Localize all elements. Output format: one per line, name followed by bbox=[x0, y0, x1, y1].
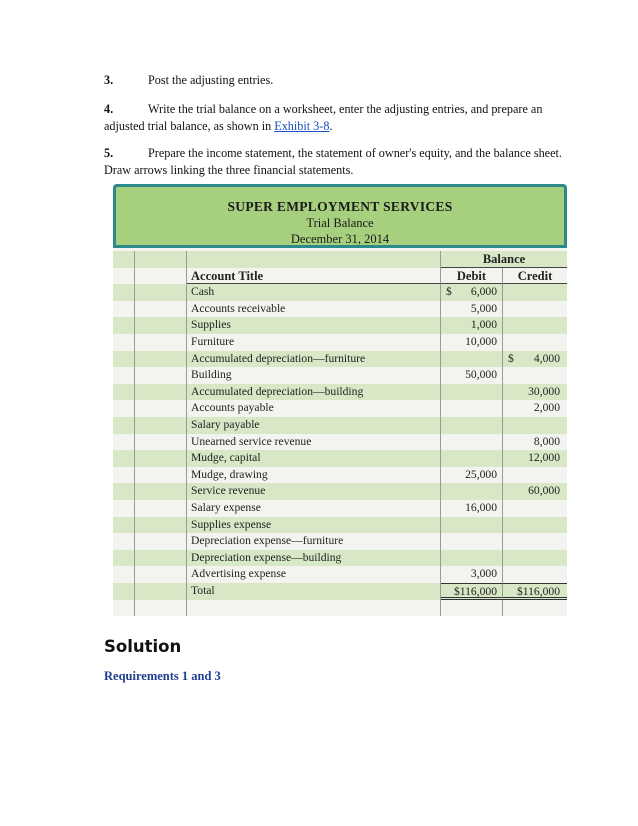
debit-amount: 10,000 bbox=[465, 335, 497, 348]
step-number: 4. bbox=[104, 102, 114, 116]
debit-header: Debit bbox=[456, 268, 487, 283]
blank-row bbox=[113, 600, 567, 617]
debit-amount: 1,000 bbox=[470, 318, 497, 332]
solution-heading: Solution bbox=[104, 637, 182, 656]
account-title: Salary payable bbox=[191, 418, 260, 431]
account-title: Salary expense bbox=[191, 501, 261, 514]
debit-amount: 16,000 bbox=[465, 501, 497, 514]
step-text: Write the trial balance on a worksheet, enter the adjusting entries, and prepare an adjusted trial balance, as shown in bbox=[104, 102, 543, 133]
table-row bbox=[113, 550, 567, 567]
column-header-row bbox=[113, 268, 567, 285]
credit-amount: 30,000 bbox=[528, 384, 560, 398]
balance-header: Balance bbox=[482, 252, 526, 266]
table-row bbox=[113, 467, 567, 484]
debit-amount: 6,000 bbox=[470, 285, 497, 299]
account-title: Mudge, capital bbox=[191, 451, 261, 465]
debit-amount: 50,000 bbox=[465, 368, 497, 382]
account-title: Building bbox=[191, 368, 232, 382]
account-title: Accumulated depreciation—building bbox=[191, 384, 364, 398]
table-row bbox=[113, 317, 567, 334]
table-row bbox=[113, 483, 567, 500]
total-label: Total bbox=[191, 584, 215, 597]
requirements-heading: Requirements 1 and 3 bbox=[104, 669, 221, 683]
account-title: Depreciation expense—building bbox=[191, 550, 342, 564]
table-row bbox=[113, 500, 567, 517]
statement-date: December 31, 2014 bbox=[290, 232, 390, 246]
step-5 bbox=[104, 145, 564, 179]
table-row bbox=[113, 400, 567, 417]
step-text: Prepare the income statement, the statement of owner's equity, and the balance sheet. Draw arrows linking the three financial statements. bbox=[104, 146, 562, 177]
account-title: Supplies expense bbox=[191, 517, 272, 531]
table-row bbox=[113, 450, 567, 467]
table-row bbox=[113, 417, 567, 434]
total-row bbox=[113, 583, 567, 600]
trial-balance-header bbox=[113, 184, 567, 248]
step-4 bbox=[104, 101, 564, 135]
table-row bbox=[113, 334, 567, 351]
credit-amount: 60,000 bbox=[528, 484, 560, 498]
statement-title: Trial Balance bbox=[306, 216, 374, 230]
table-row bbox=[113, 367, 567, 384]
total-debit: $116,000 bbox=[453, 585, 497, 598]
table-row bbox=[113, 384, 567, 401]
account-title: Accumulated depreciation—furniture bbox=[191, 351, 366, 365]
account-title: Supplies bbox=[191, 318, 231, 332]
account-title: Accounts payable bbox=[191, 401, 274, 415]
account-title: Accounts receivable bbox=[191, 301, 286, 315]
account-title: Unearned service revenue bbox=[191, 434, 312, 448]
step-number: 3. bbox=[104, 73, 114, 87]
company-name: SUPER EMPLOYMENT SERVICES bbox=[227, 199, 453, 214]
total-credit: $116,000 bbox=[516, 585, 560, 598]
step-text-end: . bbox=[329, 119, 333, 133]
account-title: Mudge, drawing bbox=[191, 467, 268, 481]
debit-amount: 5,000 bbox=[470, 301, 497, 315]
account-title: Furniture bbox=[191, 335, 235, 348]
table-row bbox=[113, 566, 567, 583]
credit-amount: 4,000 bbox=[533, 351, 560, 365]
account-title: Depreciation expense—furniture bbox=[191, 534, 344, 548]
dollar-sign: $ bbox=[446, 285, 452, 299]
table-row bbox=[113, 517, 567, 534]
account-title: Advertising expense bbox=[191, 567, 286, 581]
dollar-sign: $ bbox=[508, 351, 514, 365]
step-number: 5. bbox=[104, 146, 114, 160]
table-row bbox=[113, 434, 567, 451]
credit-amount: 2,000 bbox=[533, 401, 560, 415]
credit-amount: 12,000 bbox=[528, 451, 560, 465]
account-title: Cash bbox=[191, 285, 215, 299]
table-row bbox=[113, 301, 567, 318]
table-row bbox=[113, 351, 567, 368]
credit-header: Credit bbox=[517, 268, 553, 283]
credit-amount: 8,000 bbox=[533, 434, 560, 448]
account-title-header: Account Title bbox=[191, 268, 264, 283]
step-3 bbox=[104, 72, 564, 89]
account-title: Service revenue bbox=[191, 484, 266, 498]
table-row bbox=[113, 533, 567, 550]
balance-header-row bbox=[113, 251, 567, 268]
debit-amount: 3,000 bbox=[470, 567, 497, 581]
step-text: Post the adjusting entries. bbox=[148, 73, 274, 87]
debit-amount: 25,000 bbox=[465, 467, 497, 481]
exhibit-link[interactable]: Exhibit 3-8 bbox=[274, 119, 330, 133]
trial-balance-figure bbox=[113, 184, 567, 615]
table-row bbox=[113, 284, 567, 301]
